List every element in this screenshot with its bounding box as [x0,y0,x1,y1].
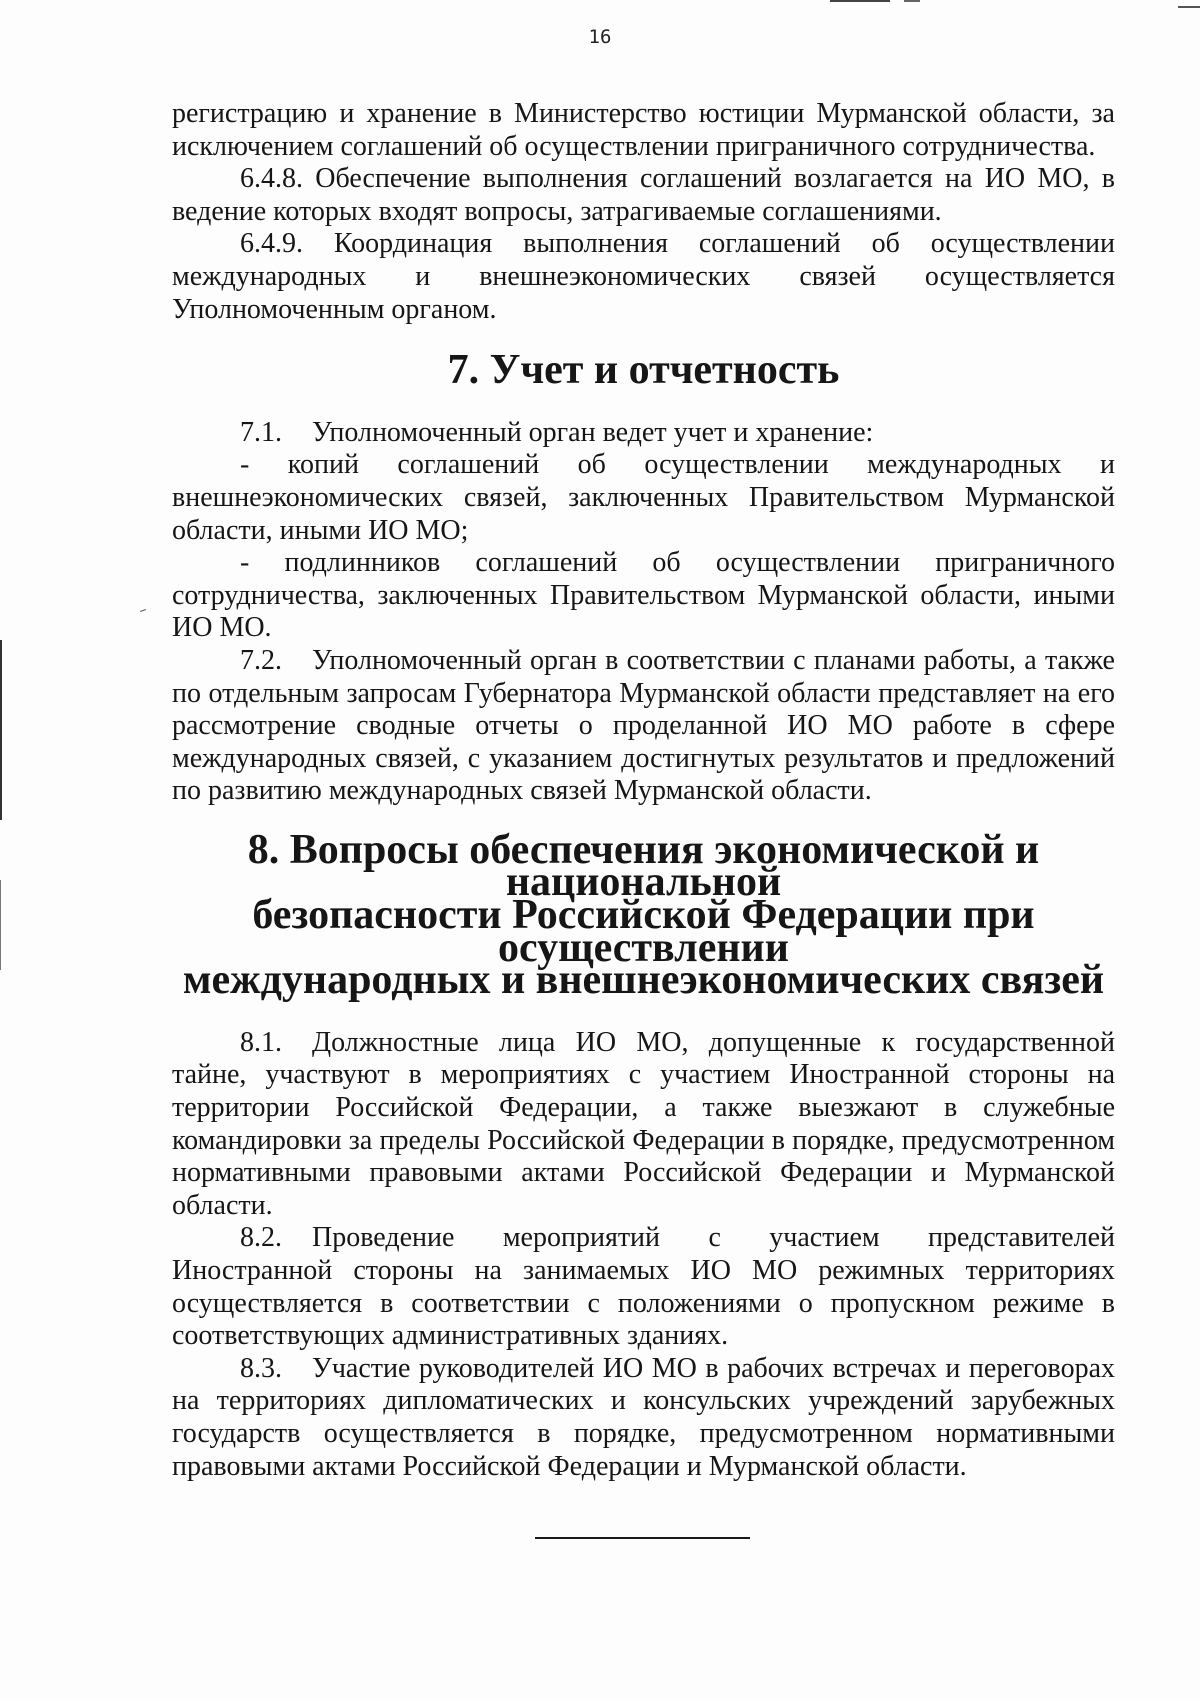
section-heading-8-line: 8. Вопросы обеспечения экономической и национальной [247,826,1040,906]
clause-text: Участие руководителей ИО МО в рабочих встречах и переговорах на территориях дипломатических и консульских учреждений зарубежных государств осуществляется в порядке, предусмотренном нормативными правовыми актами Российской Федерации и Мурманской области. [172,1352,1115,1482]
end-of-document-rule [535,1537,750,1539]
paragraph-7-1 [172,417,1115,450]
paragraph-6-4-9: 6.4.9. Координация выполнения соглашений об осуществлении международных и внешнеэкономических связей осуществляется Уполномоченным органом. [172,228,1115,325]
clause-text: Уполномоченный орган ведет учет и хранение: [312,416,874,448]
section-heading-8-line: международных и внешнеэкономических связей [182,957,1105,1004]
paragraph-8-3 [172,1353,1115,1483]
paragraph-8-2 [172,1222,1115,1352]
scan-edge-artifact [0,880,1,970]
clause-number: 7.2. [240,644,282,676]
scan-artifact [1178,6,1200,8]
scan-artifact [830,0,890,2]
clause-text: Уполномоченный орган в соответствии с планами работы, а также по отдельным запросам Губернатора Мурманской области представляет на его рассмотрение сводные отчеты о проделанной ИО МО работе в сфере международных связей, с указанием достигнутых результатов и предложений по развитию международных связей Мурманской области. [172,644,1115,807]
scan-artifact [904,0,920,2]
section-heading-7 [172,347,1115,394]
paragraph-8-1 [172,1027,1115,1223]
clause-number: 8.3. [240,1352,282,1384]
clause-text: Должностные лица ИО МО, допущенные к государственной тайне, участвуют в мероприятиях с участием Иностранной стороны на территории Российской Федерации, а также выезжают в служебные командировки за пределы Российской Федерации в порядке, предусмотренном нормативными правовыми актами Российской Федерации и Мурманской области. [172,1026,1115,1221]
scan-artifact [140,609,146,612]
scan-edge-artifact [0,640,2,820]
page-number: 16 [588,26,612,48]
section-heading-7-text: 7. Учет и отчетность [447,347,840,394]
section-heading-8 [172,826,1115,1004]
paragraph-6-4-8: 6.4.8. Обеспечение выполнения соглашений возлагается на ИО МО, в ведение которых входят вопросы, затрагиваемые соглашениями. [172,163,1115,227]
document-body [172,98,1115,1483]
clause-text: Проведение мероприятий с участием представителей Иностранной стороны на занимаемых ИО МО режимных территориях осуществляется в соответствии с положениями о пропускном режиме в соответствующих административных зданиях. [172,1222,1115,1352]
section-heading-8-line: безопасности Российской Федерации при осуществлении [252,892,1035,971]
list-item-7-1-a: - копий соглашений об осуществлении международных и внешнеэкономических связей, заключенных Правительством Мурманской области, иными ИО МО; [172,449,1115,546]
clause-number: 8.1. [240,1026,282,1058]
paragraph-continuation: регистрацию и хранение в Министерство юстиции Мурманской области, за исключением соглашений об осуществлении приграничного сотрудничества. [172,98,1115,162]
list-item-7-1-b: - подлинников соглашений об осуществлении приграничного сотрудничества, заключенных Правительством Мурманской области, иными ИО МО. [172,547,1115,644]
clause-number: 8.2. [240,1222,282,1254]
clause-number: 7.1. [240,416,282,448]
paragraph-7-2 [172,645,1115,808]
